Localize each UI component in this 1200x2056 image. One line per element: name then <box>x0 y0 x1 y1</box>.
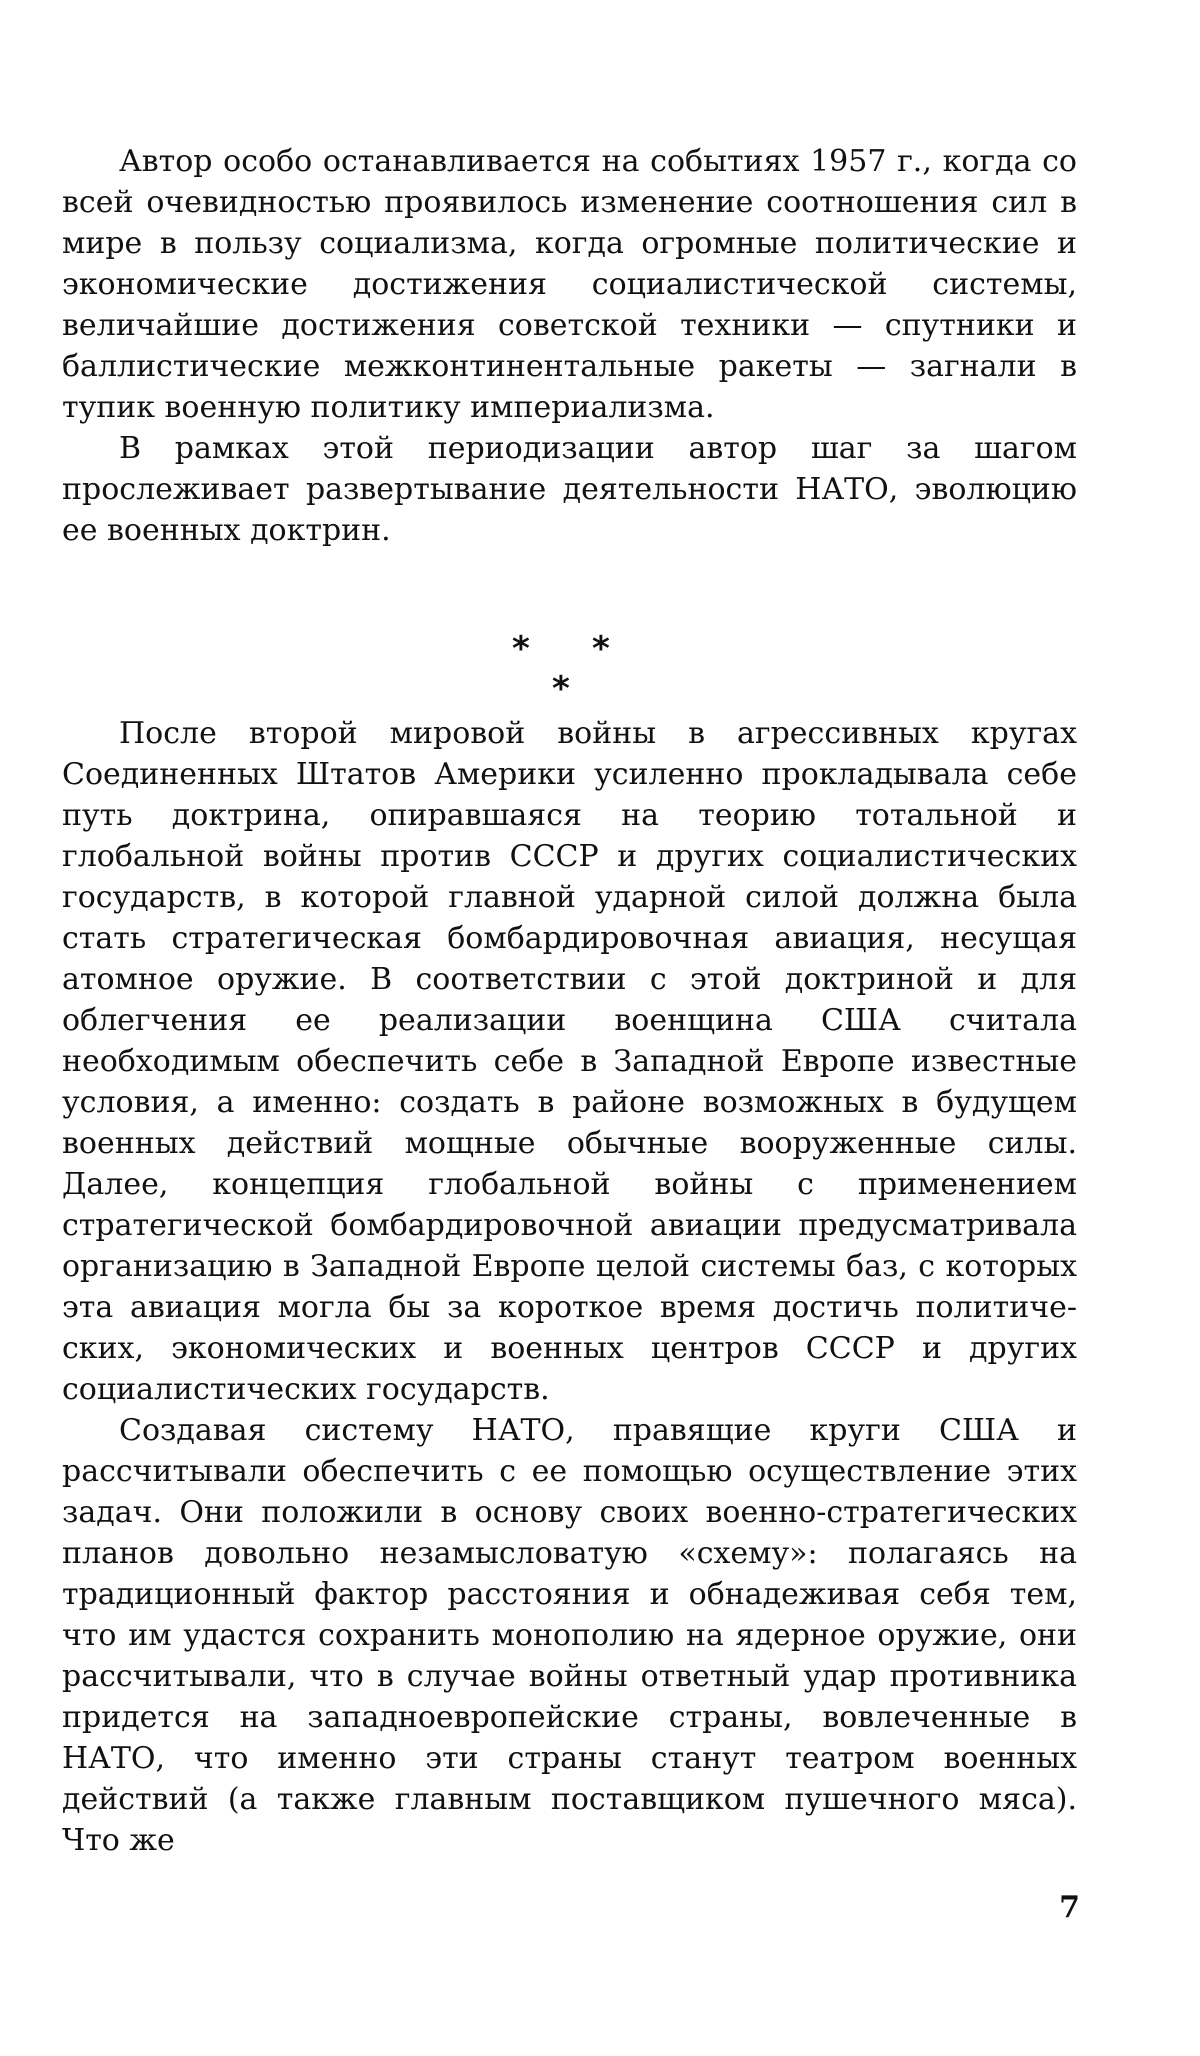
text-block-bottom <box>62 713 1077 1861</box>
asterisk-icon: * <box>592 629 610 669</box>
asterisk-icon: * <box>512 629 530 669</box>
page-number: 7 <box>1059 1890 1080 1925</box>
text-block-top <box>62 141 1077 551</box>
paragraph: В рамках этой периодизации автор шаг за шагом прослеживает развертывание деятельности НАТО, эволюцию ее военных доктрин. <box>62 431 1077 548</box>
asterisk-icon: * <box>552 669 570 709</box>
section-divider <box>500 629 610 709</box>
paragraph: После второй мировой войны в агрессивных кругах Соединенных Штатов Америки усиленно прокладывала себе путь доктрина, опиравшаяся на теорию тотальной и глобальной войны против СССР и других социалистических государств, в которой главной ударной силой должна была стать стратегическая бомбардировочная авиация, несущая атомное оружие. В соответствии с этой доктриной и для облегчения ее реализации военщина США считала необходимым обеспечить себе в Западной Европе известные условия, а именно: создать в районе возможных в будущем военных действий мощные обычные вооруженные силы. Далее, концепция глобальной войны с применением стратегической бомбардировочной авиации предусматривала организацию в Западной Европе целой системы баз, с которых эта авиация могла бы за короткое время достичь политических, экономических и военных центров СССР и других социалистических государств. <box>62 716 1077 1407</box>
paragraph: Создавая систему НАТО, правящие круги США и рассчитывали обеспечить с ее помощью осуществление этих задач. Они положили в основу своих военно-стратегических планов довольно незамысловатую «схему»: полагаясь на традиционный фактор расстояния и обнадеживая себя тем, что им удастся сохранить монополию на ядерное оружие, они рассчитывали, что в случае войны ответный удар противника придется на западноевропейские страны, вовлеченные в НАТО, что именно эти страны станут театром военных действий (а также главным поставщиком пушечного мяса). Что же <box>62 1413 1077 1858</box>
paragraph: Автор особо останавливается на событиях 1957 г., когда со всей очевидностью проявилось изменение соотношения сил в мире в пользу социализма, когда огромные политические и экономические достижения социалистической системы, величайшие достижения советской техники — спутники и баллистические межконтинентальные ракеты — загнали в тупик военную политику империализма. <box>62 144 1077 425</box>
